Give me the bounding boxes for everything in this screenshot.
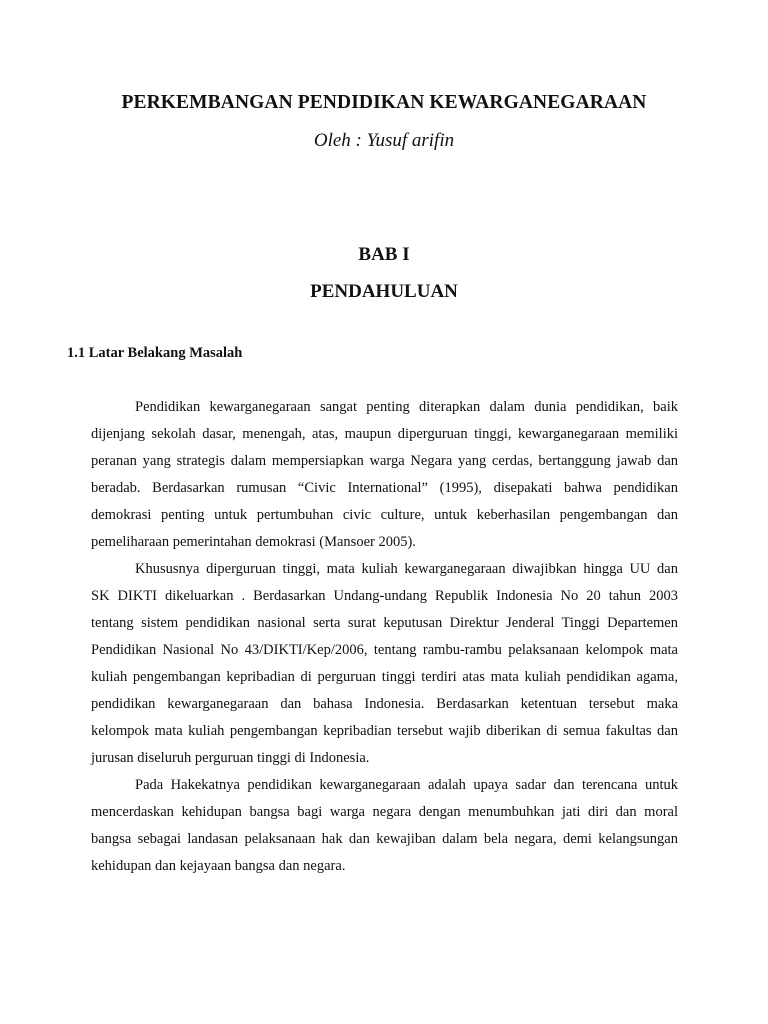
- paragraph-2-line: Pendidikan Nasional No 43/DIKTI/Kep/2006, tentang rambu-rambu pelaksanaan kelompok mata: [91, 642, 678, 658]
- author-line: Oleh : Yusuf arifin: [313, 130, 455, 151]
- paragraph-2-line: SK DIKTI dikeluarkan . Berdasarkan Undang-undang Republik Indonesia No 20 tahun 2003: [91, 588, 678, 604]
- paragraph-1-line: pemeliharaan pemerintahan demokrasi (Mansoer 2005).: [91, 534, 416, 550]
- paragraph-2-line: jurusan diseluruh perguruan tinggi di Indonesia.: [91, 750, 370, 766]
- paragraph-2-line: kuliah pengembangan kepribadian di perguruan tinggi terdiri atas mata kuliah pendidikan agama,: [91, 669, 678, 685]
- paragraph-3-line: kehidupan dan kejayaan bangsa dan negara.: [91, 858, 346, 874]
- paragraph-3-line: bangsa sebagai landasan pelaksanaan hak dan kewajiban dalam bela negara, demi kelangsungan: [91, 831, 678, 847]
- paragraph-1-line: Pendidikan kewarganegaraan sangat penting diterapkan dalam dunia pendidikan, baik: [135, 399, 678, 415]
- paragraph-1-line: demokrasi penting untuk pertumbuhan civic culture, untuk keberhasilan pengembangan dan: [91, 507, 678, 523]
- paragraph-2-line: tentang sistem pendidikan nasional serta surat keputusan Direktur Jenderal Tinggi Departemen: [91, 615, 678, 631]
- paragraph-2-line: kelompok mata kuliah pengembangan kepribadian tersebut wajib diberikan di semua fakultas dan: [91, 723, 678, 739]
- paragraph-1-line: dijenjang sekolah dasar, menengah, atas, maupun diperguruan tinggi, kewarganegaraan memiliki: [91, 426, 678, 442]
- document-title: PERKEMBANGAN PENDIDIKAN KEWARGANEGARAAN: [121, 92, 647, 113]
- chapter-number: BAB I: [358, 244, 410, 265]
- paragraph-2-line: pendidikan kewarganegaraan dan bahasa Indonesia. Berdasarkan ketentuan tersebut maka: [91, 696, 678, 712]
- paragraph-1-line: peranan yang strategis dalam mempersiapkan warga Negara yang cerdas, bertanggung jawab dan: [91, 453, 678, 469]
- chapter-title: PENDAHULUAN: [310, 281, 458, 302]
- paragraph-2-line: Khususnya diperguruan tinggi, mata kuliah kewarganegaraan diwajibkan hingga UU dan: [135, 561, 678, 577]
- paragraph-3-line: mencerdaskan kehidupan bangsa bagi warga negara dengan menumbuhkan jati diri dan moral: [91, 804, 678, 820]
- paragraph-3-line: Pada Hakekatnya pendidikan kewarganegaraan adalah upaya sadar dan terencana untuk: [135, 777, 678, 793]
- paragraph-1-line: beradab. Berdasarkan rumusan “Civic International” (1995), disepakati bahwa pendidikan: [91, 480, 678, 496]
- section-heading: 1.1 Latar Belakang Masalah: [67, 345, 243, 361]
